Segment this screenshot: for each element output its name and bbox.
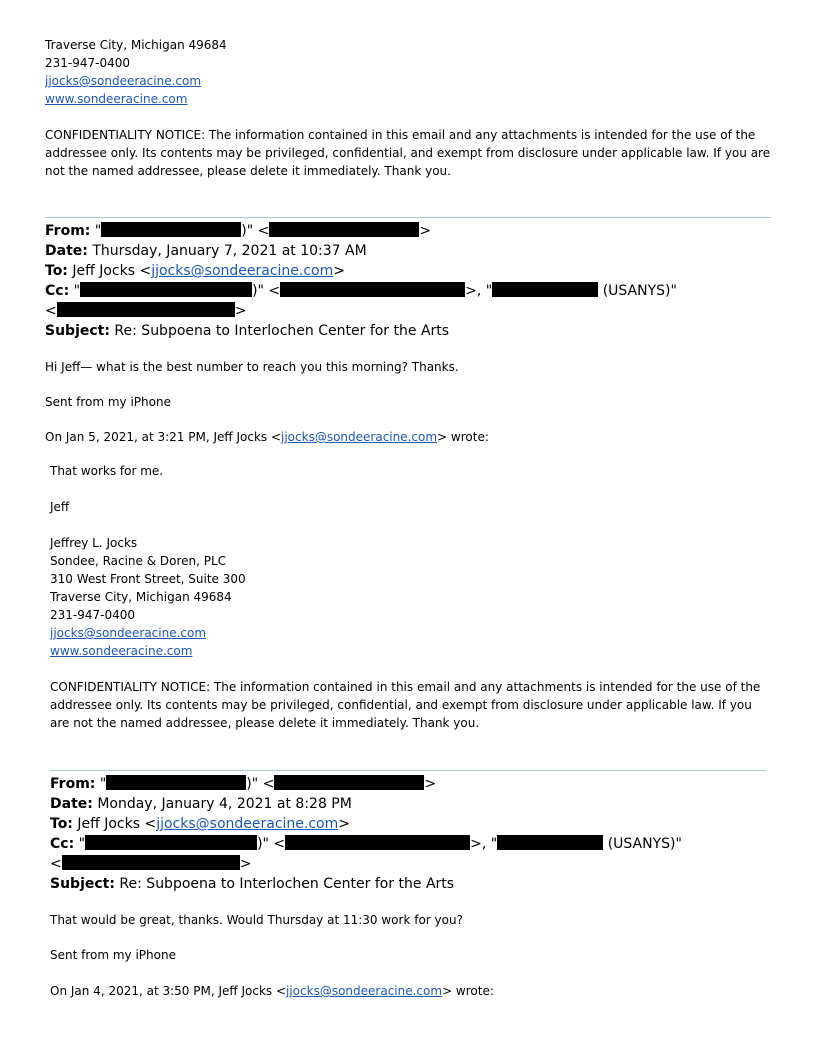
quote-intro — [50, 982, 494, 1000]
quote-email-link[interactable]: jjocks@sondeeracine.com — [281, 430, 438, 444]
email-subject: Re: Subpoena to Interlochen Center for the Arts — [119, 876, 455, 892]
redaction — [62, 855, 240, 870]
sent-from: Sent from my iPhone — [45, 395, 171, 409]
quote-end-text: > wrote: — [437, 430, 489, 444]
email-body: That would be great, thanks. Would Thursday at 11:30 work for you? — [50, 913, 463, 927]
redaction — [274, 775, 424, 790]
sig-email-link[interactable]: jjocks@sondeeracine.com — [45, 74, 202, 88]
quote-email-link[interactable]: jjocks@sondeeracine.com — [286, 984, 443, 998]
confidentiality-notice-line: are not the named addressee, please delete it immediately. Thank you. — [50, 716, 480, 730]
redaction — [80, 282, 252, 297]
cc-suffix: (USANYS)" — [602, 283, 677, 299]
redaction — [497, 835, 603, 850]
cc-label: Cc: — [50, 836, 75, 852]
reply-body: That works for me. — [50, 464, 164, 478]
email-cc-row-cont: < > — [45, 303, 247, 319]
sig-address: 310 West Front Street, Suite 300 — [50, 572, 246, 586]
confidentiality-notice-line: CONFIDENTIALITY NOTICE: The information contained in this email and any attachments is intended for the use of the — [50, 680, 761, 694]
to-email-link[interactable]: jjocks@sondeeracine.com — [156, 816, 339, 832]
date-label: Date: — [50, 796, 93, 812]
to-label: To: — [45, 263, 68, 279]
email-cc-row: Cc: " )" < >, " (USANYS)" — [45, 283, 677, 299]
email-date-row — [45, 241, 367, 261]
redaction — [85, 835, 257, 850]
to-name: Jeff Jocks — [77, 816, 141, 832]
to-name: Jeff Jocks — [72, 263, 136, 279]
cc-suffix: (USANYS)" — [607, 836, 682, 852]
sig-name: Jeffrey L. Jocks — [50, 536, 138, 550]
redaction — [101, 222, 241, 237]
redaction — [285, 835, 470, 850]
email-date: Thursday, January 7, 2021 at 10:37 AM — [92, 243, 367, 259]
email-subject: Re: Subpoena to Interlochen Center for the Arts — [114, 323, 450, 339]
reply-signoff: Jeff — [50, 500, 70, 514]
redaction — [280, 282, 465, 297]
sig-phone: 231-947-0400 — [45, 56, 131, 70]
email-body: Hi Jeff— what is the best number to reach you this morning? Thanks. — [45, 360, 459, 374]
to-email-link[interactable]: jjocks@sondeeracine.com — [151, 263, 334, 279]
to-label: To: — [50, 816, 73, 832]
email-subject-row — [50, 874, 454, 894]
redaction — [106, 775, 246, 790]
confidentiality-notice-line: CONFIDENTIALITY NOTICE: The information contained in this email and any attachments is intended for the use of the — [45, 128, 756, 142]
email-cc-row: Cc: " )" < >, " (USANYS)" — [50, 836, 682, 852]
sig-city: Traverse City, Michigan 49684 — [45, 38, 227, 52]
email-from-row: From: " )" < > — [50, 776, 437, 792]
email-to-row: To: Jeff Jocks <jjocks@sondeeracine.com> — [45, 263, 345, 279]
cc-label: Cc: — [45, 283, 70, 299]
email-cc-row-cont: < > — [50, 856, 252, 872]
sig-web-link[interactable]: www.sondeeracine.com — [45, 92, 188, 106]
quote-intro-text: On Jan 5, 2021, at 3:21 PM, Jeff Jocks < — [45, 430, 282, 444]
sig-firm: Sondee, Racine & Doren, PLC — [50, 554, 227, 568]
from-label: From: — [50, 776, 96, 792]
redaction — [269, 222, 419, 237]
email-subject-row — [45, 321, 449, 341]
subject-label: Subject: — [45, 323, 110, 339]
quote-end-text: > wrote: — [442, 984, 494, 998]
email-to-row: To: Jeff Jocks <jjocks@sondeeracine.com> — [50, 816, 350, 832]
redaction — [57, 302, 235, 317]
sig-city: Traverse City, Michigan 49684 — [50, 590, 232, 604]
sent-from: Sent from my iPhone — [50, 948, 176, 962]
sig-email-link[interactable]: jjocks@sondeeracine.com — [50, 626, 207, 640]
header-divider — [45, 217, 771, 218]
email-from-row: From: " )" < > — [45, 223, 432, 239]
confidentiality-notice-line: addressee only. Its contents may be privileged, confidential, and exempt from disclosure under applicable law. If you — [50, 698, 752, 712]
subject-label: Subject: — [50, 876, 115, 892]
sig-phone: 231-947-0400 — [50, 608, 136, 622]
from-label: From: — [45, 223, 91, 239]
confidentiality-notice-line: addressee only. Its contents may be privileged, confidential, and exempt from disclosure under applicable law. If you are — [45, 146, 771, 160]
quote-intro — [45, 428, 489, 446]
redaction — [492, 282, 598, 297]
sig-web-link[interactable]: www.sondeeracine.com — [50, 644, 193, 658]
email-date-row — [50, 794, 352, 814]
header-divider — [50, 770, 766, 771]
confidentiality-notice-line: not the named addressee, please delete it immediately. Thank you. — [45, 164, 451, 178]
email-date: Monday, January 4, 2021 at 8:28 PM — [97, 796, 352, 812]
date-label: Date: — [45, 243, 88, 259]
quote-intro-text: On Jan 4, 2021, at 3:50 PM, Jeff Jocks < — [50, 984, 287, 998]
